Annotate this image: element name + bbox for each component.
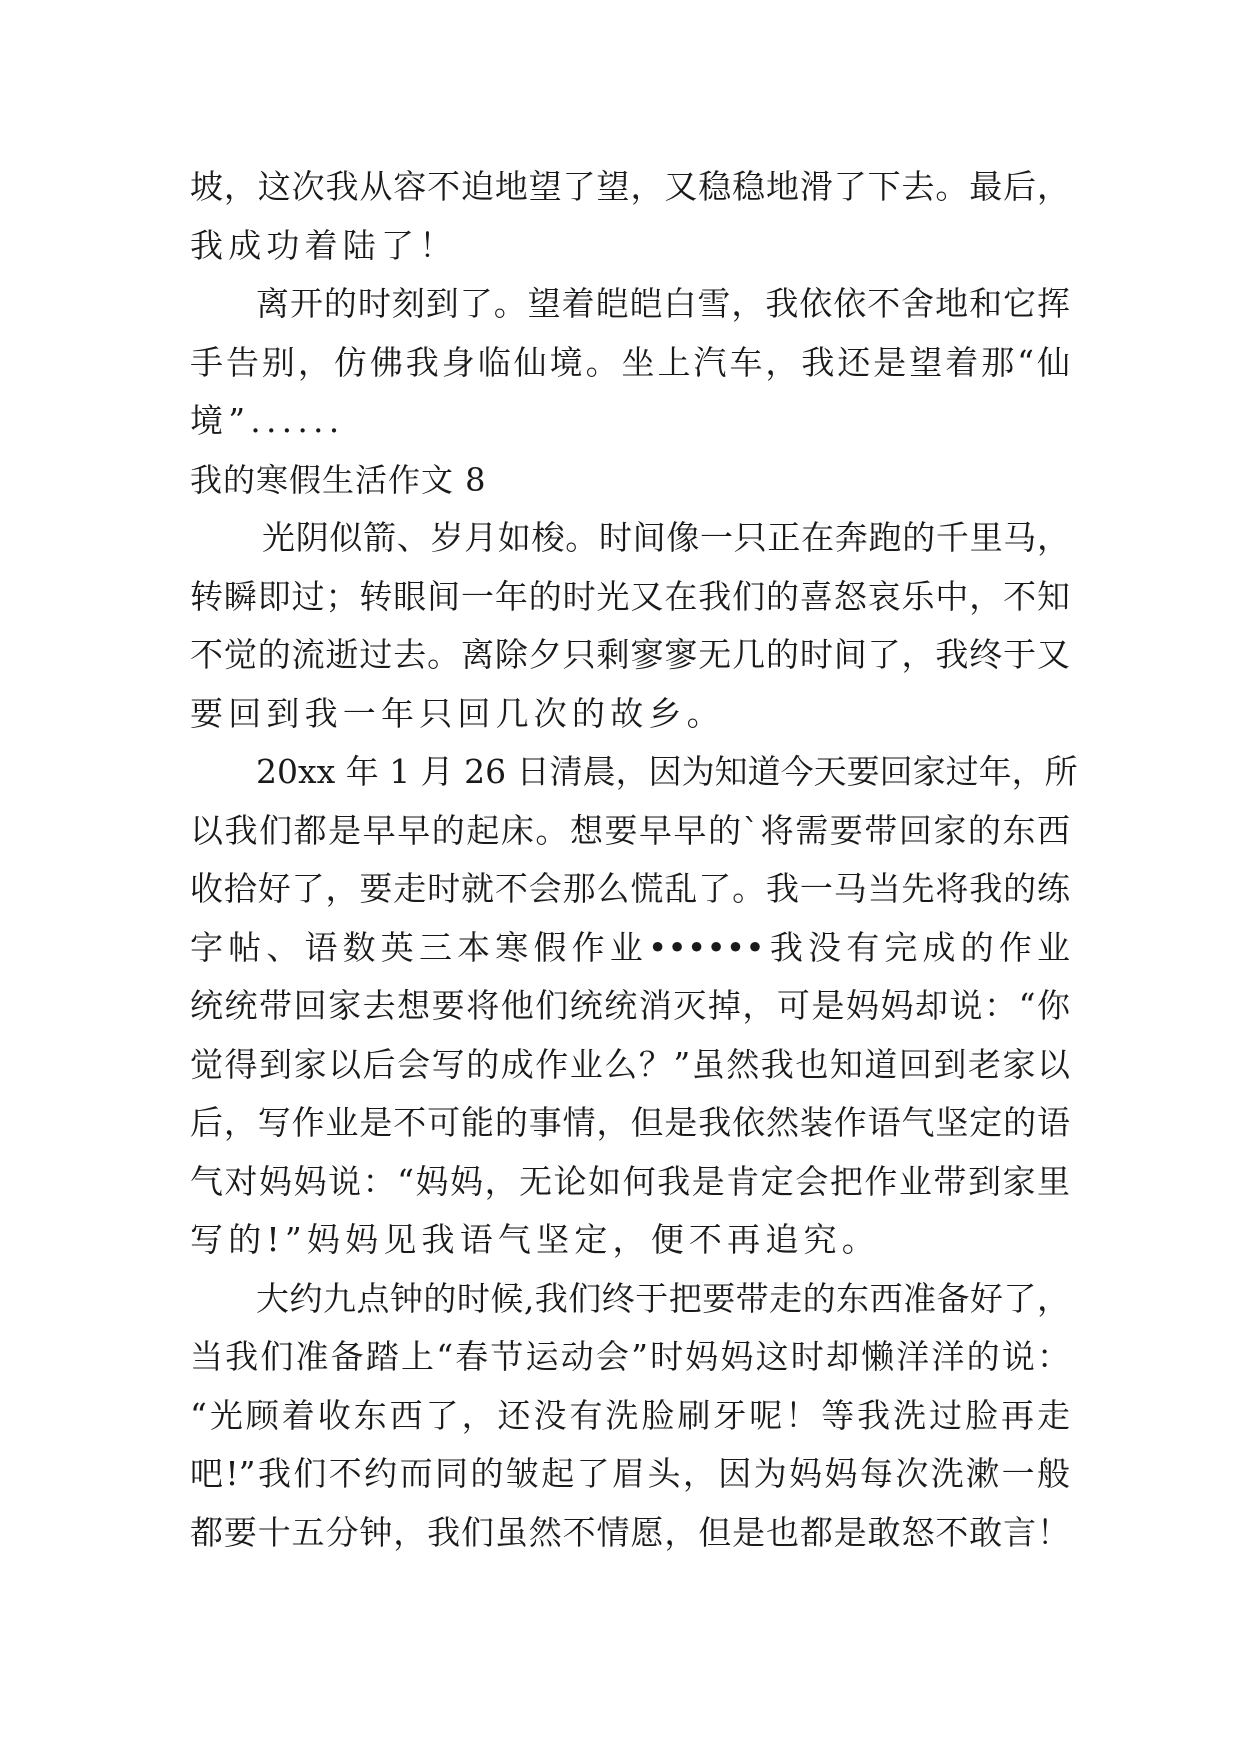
- paragraph-line: 离开的时刻到了。望着皑皑白雪，我依依不舍地和它挥: [256, 284, 1070, 323]
- paragraph-line: 以我们都是早早的起床。想要早早的`将需要带回家的东西: [190, 810, 1070, 850]
- paragraph-line: 吧!”我们不约而同的皱起了眉头，因为妈妈每次洗漱一般: [190, 1454, 1070, 1493]
- paragraph-line: 后，写作业是不可能的事情，但是我依然装作语气坚定的语: [190, 1103, 1070, 1142]
- paragraph-line: 境”......: [190, 401, 345, 440]
- paragraph-line: 光阴似箭、岁月如梭。时间像一只正在奔跑的千里马，: [262, 518, 1070, 557]
- paragraph-line: “光顾着收东西了，还没有洗脸刷牙呢！等我洗过脸再走: [190, 1395, 1070, 1435]
- paragraph-line: 要回到我一年只回几次的故乡。: [190, 693, 725, 733]
- paragraph-line: 手告别，仿佛我身临仙境。坐上汽车，我还是望着那“仙: [190, 342, 1070, 382]
- section-heading: 我的寒假生活作文 8: [190, 460, 487, 499]
- paragraph-line: 写的!”妈妈见我语气坚定，便不再追究。: [190, 1220, 880, 1259]
- paragraph-line: 转瞬即过；转眼间一年的时光又在我们的喜怒哀乐中，不知: [190, 576, 1070, 616]
- paragraph-line: 坡，这次我从容不迫地望了望，又稳稳地滑了下去。最后，: [190, 167, 1070, 206]
- paragraph-line: 觉得到家以后会写的成作业么？”虽然我也知道回到老家以: [190, 1044, 1070, 1084]
- paragraph-line: 当我们准备踏上“春节运动会”时妈妈这时却懒洋洋的说：: [190, 1337, 1070, 1376]
- paragraph-line: 大约九点钟的时候,我们终于把要带走的东西准备好了，: [256, 1278, 1070, 1318]
- paragraph-line: 20xx 年 1 月 26 日清晨，因为知道今天要回家过年，所: [256, 752, 1078, 791]
- paragraph-line: 收拾好了，要走时就不会那么慌乱了。我一马当先将我的练: [190, 869, 1070, 908]
- paragraph-line: 统统带回家去想要将他们统统消灭掉，可是妈妈却说：“你: [190, 986, 1070, 1025]
- text-body: [190, 158, 1078, 1562]
- paragraph-line: 我成功着陆了！: [190, 225, 458, 265]
- paragraph-line: 字帖、语数英三本寒假作业••••••我没有完成的作业: [190, 927, 1070, 967]
- paragraph-line: 气对妈妈说：“妈妈，无论如何我是肯定会把作业带到家里: [190, 1161, 1070, 1201]
- paragraph-line: 不觉的流逝过去。离除夕只剩寥寥无几的时间了，我终于又: [190, 635, 1070, 674]
- paragraph-line: 都要十五分钟，我们虽然不情愿，但是也都是敢怒不敢言！: [190, 1512, 1070, 1552]
